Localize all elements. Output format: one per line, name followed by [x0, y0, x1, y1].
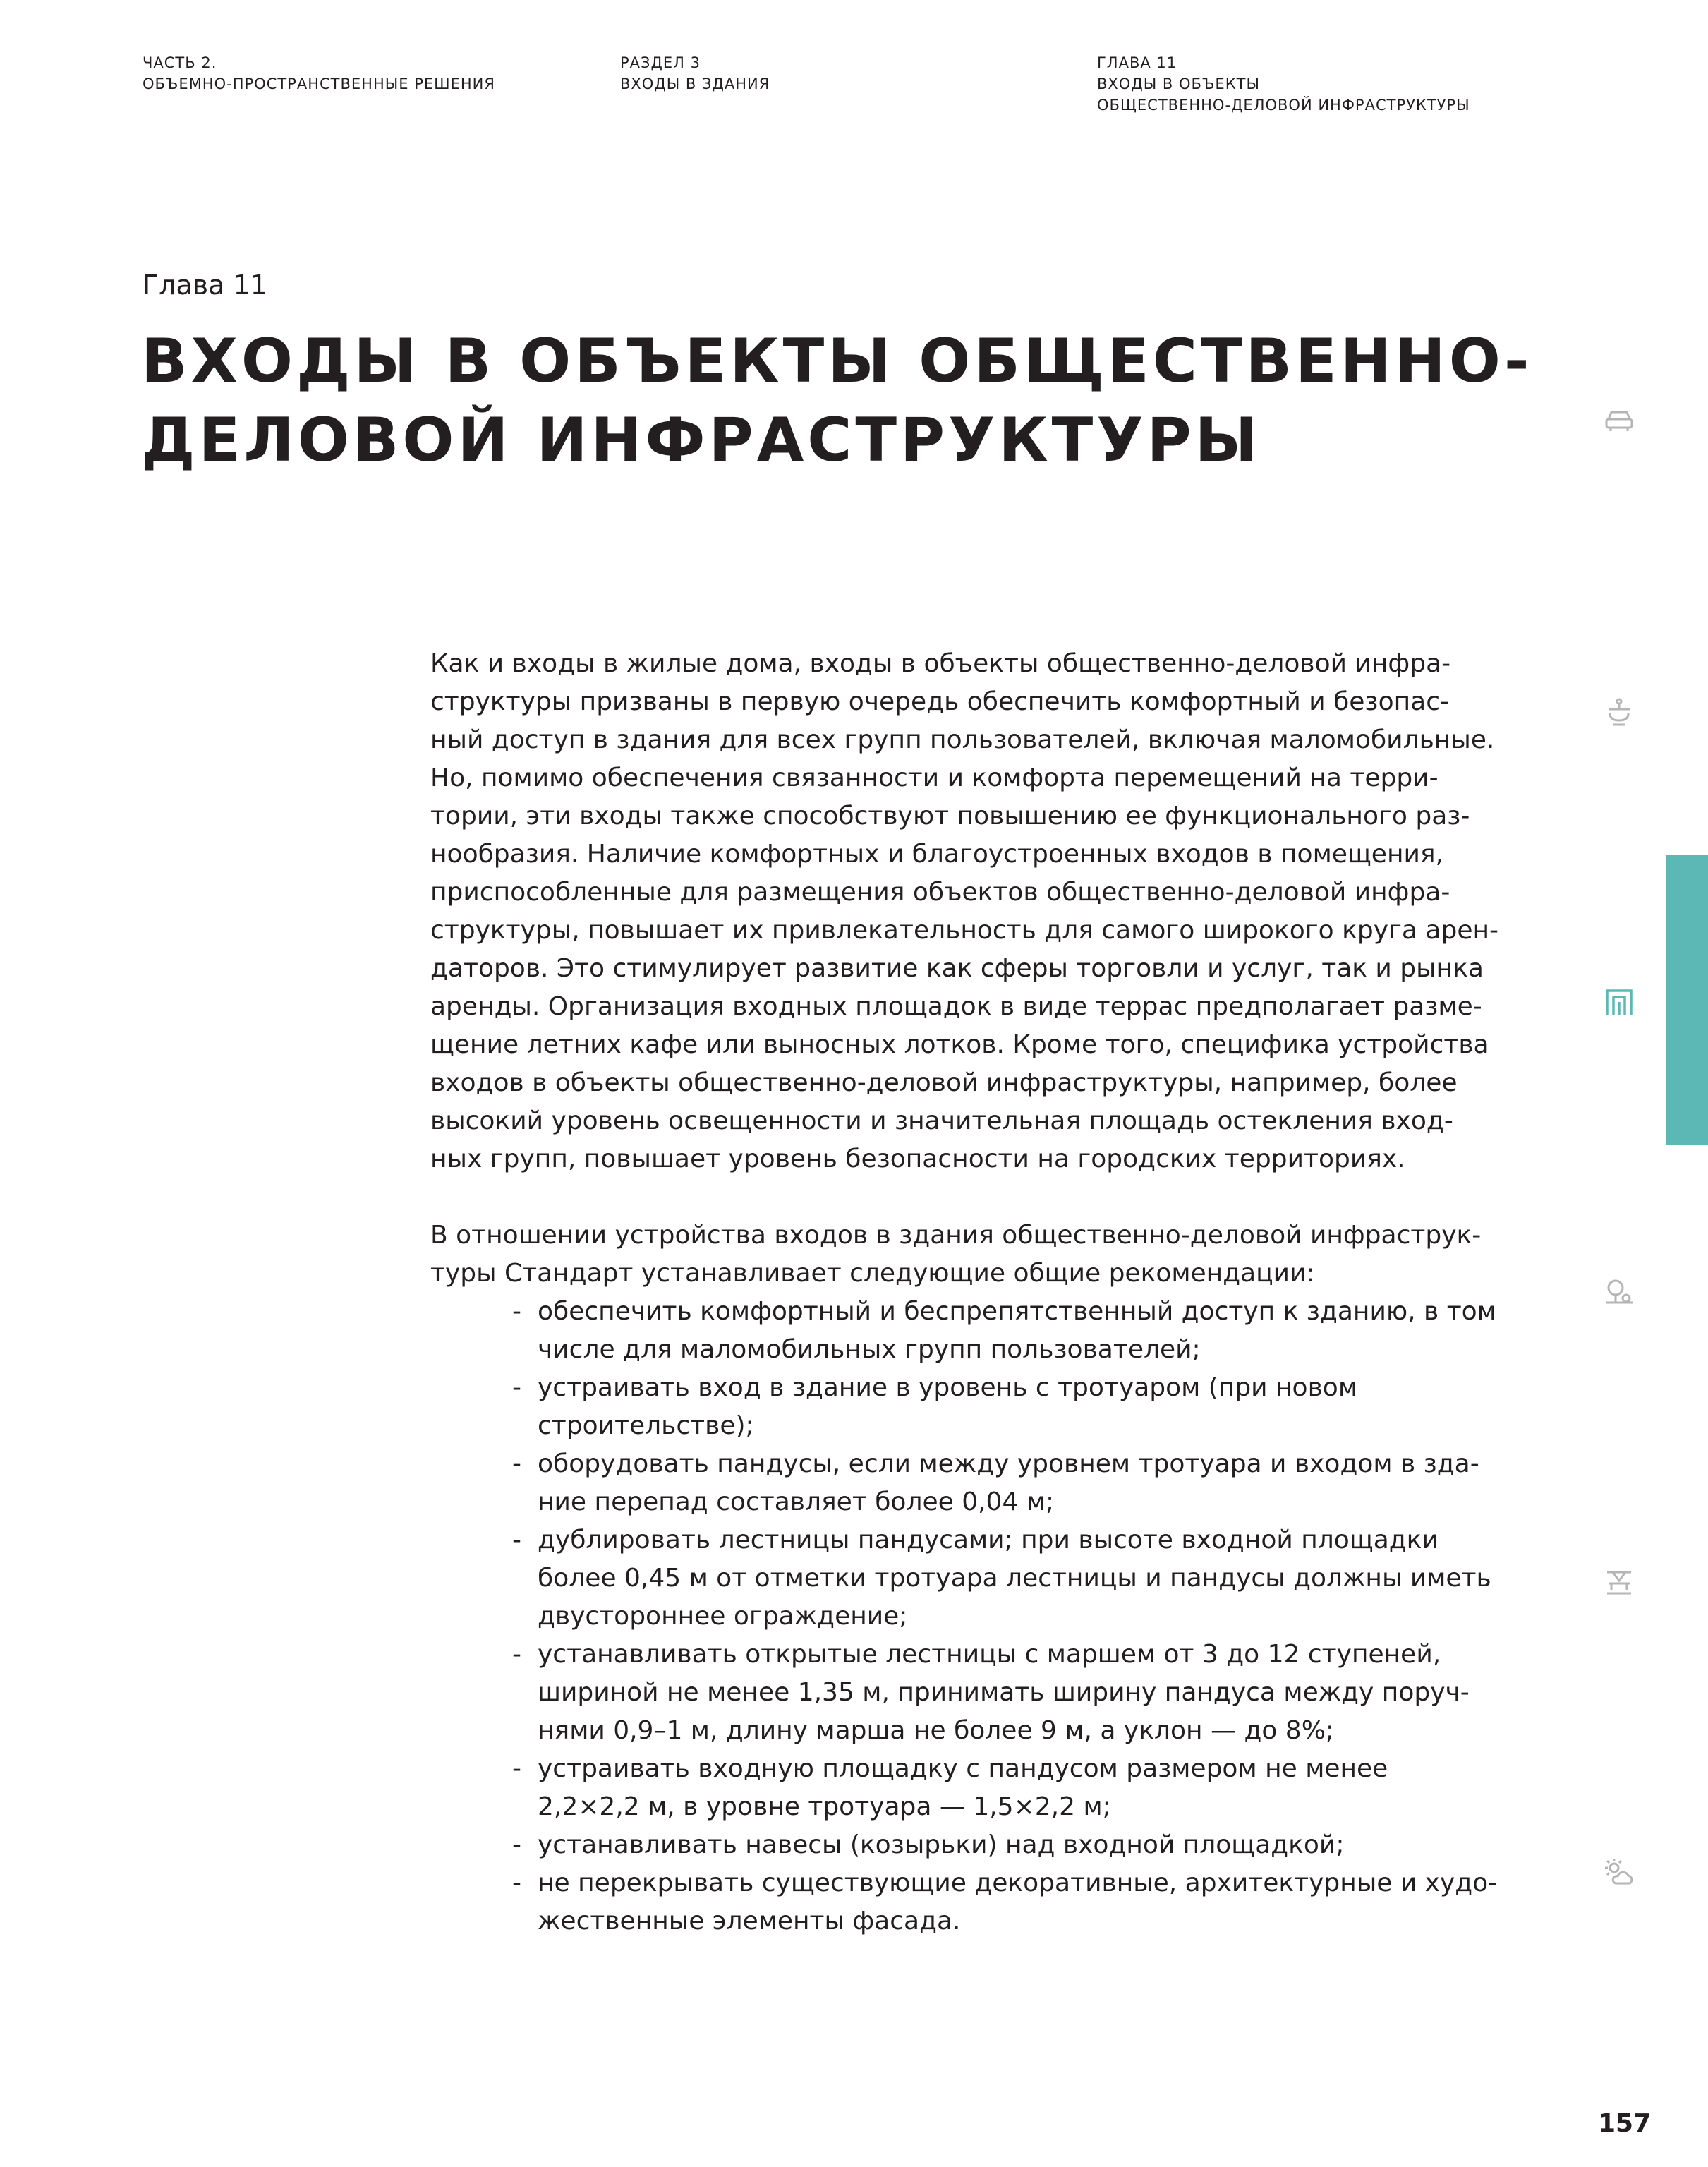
recommendations-list [430, 1293, 1552, 1940]
list-item-line: числе для маломобильных групп пользователей; [538, 1335, 1201, 1364]
header-chapter [1097, 52, 1470, 116]
car-icon [1603, 404, 1635, 436]
list-dash: - [512, 1640, 521, 1669]
list-item-line: двустороннее ограждение; [538, 1602, 908, 1631]
text-line: даторов. Это стимулирует развитие как сферы торговли и услуг, так и рынка [430, 954, 1484, 983]
building-entrance-icon [1603, 985, 1635, 1018]
header-line: РАЗДЕЛ 3 [620, 54, 701, 71]
list-item-line: жественные элементы фасада. [538, 1907, 961, 1936]
header-line: ЧАСТЬ 2. [143, 54, 217, 71]
bench-icon [1603, 695, 1635, 728]
header-line: ОБЪЕМНО-ПРОСТРАНСТВЕННЫЕ РЕШЕНИЯ [143, 76, 495, 92]
text-line: Но, помимо обеспечения связанности и комфорта перемещений на терри- [430, 763, 1439, 792]
list-item-line: 2,2×2,2 м, в уровне тротуара — 1,5×2,2 м; [538, 1792, 1111, 1821]
text-line: высокий уровень освещенности и значительная площадь остекления вход- [430, 1106, 1453, 1135]
list-dash: - [512, 1830, 521, 1859]
text-line: нообразия. Наличие комфортных и благоустроенных входов в помещения, [430, 840, 1443, 869]
list-dash: - [512, 1373, 521, 1402]
paragraph-recommendations [430, 1217, 1552, 1293]
text-line: аренды. Организация входных площадок в виде террас предполагает разме- [430, 992, 1482, 1021]
list-item-line: устраивать входную площадку с пандусом размером не менее [538, 1754, 1388, 1783]
header-line: ВХОДЫ В ЗДАНИЯ [620, 76, 770, 92]
list-item [430, 1445, 1552, 1521]
list-dash: - [512, 1526, 521, 1555]
text-line: приспособленные для размещения объектов общественно-деловой инфра- [430, 878, 1450, 907]
header-part [143, 52, 495, 95]
list-item [430, 1369, 1552, 1445]
title-line: ДЕЛОВОЙ ИНФРАСТРУКТУРЫ [141, 405, 1261, 476]
list-item-line: нями 0,9–1 м, длину марша не более 9 м, а уклон — до 8%; [538, 1716, 1335, 1745]
list-dash: - [512, 1754, 521, 1783]
text-line: тории, эти входы также способствуют повышению ее функционального раз- [430, 802, 1470, 831]
list-item [430, 1293, 1552, 1369]
weather-icon [1603, 1857, 1635, 1889]
header-section [620, 52, 770, 95]
section-tab-marker [1666, 855, 1708, 1145]
page-number: 157 [1598, 2109, 1652, 2138]
header-line: ГЛАВА 11 [1097, 54, 1177, 71]
list-item-line: обеспечить комфортный и беспрепятственный доступ к зданию, в том [538, 1297, 1496, 1326]
list-item [430, 1636, 1552, 1750]
text-line: ный доступ в здания для всех групп пользователей, включая маломобильные. [430, 725, 1495, 754]
list-item-line: шириной не менее 1,35 м, принимать ширину пандуса между поруч- [538, 1678, 1470, 1707]
list-item-line: устанавливать навесы (козырьки) над входной площадкой; [538, 1830, 1345, 1859]
text-line: туры Стандарт устанавливает следующие общие рекомендации: [430, 1259, 1315, 1288]
title-line: ВХОДЫ В ОБЪЕКТЫ ОБЩЕСТВЕННО- [141, 326, 1533, 397]
list-item-line: более 0,45 м от отметки тротуара лестницы и пандусы должны иметь [538, 1564, 1491, 1593]
text-line: щение летних кафе или выносных лотков. Кроме того, специфика устройства [430, 1030, 1489, 1059]
street-furniture-icon [1603, 1567, 1635, 1599]
list-item-line: строительстве); [538, 1411, 754, 1440]
list-dash: - [512, 1297, 521, 1326]
list-item-line: устраивать вход в здание в уровень с тротуаром (при новом [538, 1373, 1357, 1402]
header-line: ВХОДЫ В ОБЪЕКТЫ [1097, 76, 1260, 92]
list-item-line: дублировать лестницы пандусами; при высоте входной площадки [538, 1526, 1439, 1555]
text-line: входов в объекты общественно-деловой инфраструктуры, например, более [430, 1068, 1458, 1097]
list-dash: - [512, 1449, 521, 1478]
list-item [430, 1826, 1552, 1864]
body-text [430, 645, 1552, 1940]
list-item-line: устанавливать открытые лестницы с маршем от 3 до 12 ступеней, [538, 1640, 1441, 1669]
header-line: ОБЩЕСТВЕННО-ДЕЛОВОЙ ИНФРАСТРУКТУРЫ [1097, 97, 1470, 114]
list-item-line: не перекрывать существующие декоративные, архитектурные и худо- [538, 1869, 1498, 1897]
text-line: ных групп, повышает уровень безопасности на городских территориях. [430, 1145, 1405, 1173]
paragraph-intro [430, 645, 1552, 1178]
tree-icon [1603, 1276, 1635, 1308]
text-line: Как и входы в жилые дома, входы в объекты общественно-деловой инфра- [430, 649, 1451, 678]
page-title [141, 322, 1533, 480]
list-item [430, 1521, 1552, 1636]
text-line: В отношении устройства входов в здания общественно-деловой инфраструк- [430, 1221, 1482, 1250]
list-item-line: ние перепад составляет более 0,04 м; [538, 1487, 1055, 1516]
list-item [430, 1864, 1552, 1940]
chapter-label: Глава 11 [143, 270, 267, 301]
list-item-line: оборудовать пандусы, если между уровнем тротуара и входом в зда- [538, 1449, 1479, 1478]
text-line: структуры призваны в первую очередь обеспечить комфортный и безопас- [430, 687, 1449, 716]
text-line: структуры, повышает их привлекательность для самого широкого круга арен- [430, 916, 1499, 945]
list-dash: - [512, 1869, 521, 1897]
list-item [430, 1750, 1552, 1826]
